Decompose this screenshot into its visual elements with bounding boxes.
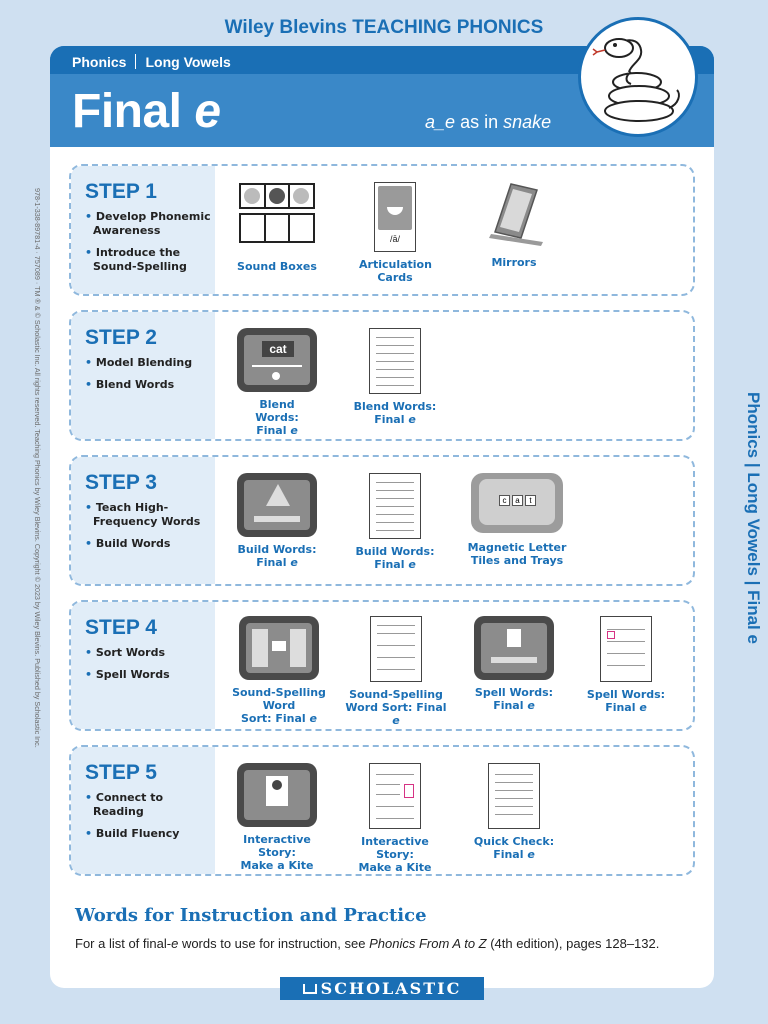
mirror-icon [481,182,547,248]
worksheet-icon [369,328,421,394]
item-label: Interactive Story: Make a Kite [358,835,432,874]
tablet-screen-text: cat [262,341,294,357]
item-label: Magnetic Letter Tiles and Trays [467,541,567,567]
tablet-icon [237,328,317,392]
breadcrumb-long-vowels: Long Vowels [145,54,231,70]
step-5-sidebar [71,747,215,874]
step-4-bullet-1: • Sort Words [85,646,215,660]
scholastic-logo [280,977,484,1000]
worksheet-icon [488,763,540,829]
step-2-sidebar [71,312,215,439]
item-articulation-cards[interactable] [345,182,445,284]
worksheet-icon [369,473,421,539]
breadcrumb-phonics: Phonics [72,54,127,70]
footer-title: Words for Instruction and Practice [75,905,427,926]
copyright-sidebar [32,188,44,838]
item-interactive-story-sheet[interactable] [345,763,445,874]
step-2-title: STEP 2 [85,326,157,349]
step-3-panel [69,455,695,586]
page-subtitle [425,112,551,133]
tablet-icon [239,616,319,680]
tile-letter: a [512,495,523,506]
right-nav-label [745,392,765,682]
brand-title: Wiley Blevins TEACHING PHONICS [224,17,544,38]
tablet-icon [237,763,317,827]
right-nav-text: Phonics | Long Vowels | Final e [744,392,763,644]
subtitle-pattern: a_e [425,112,456,132]
step-2-bullet-1: • Model Blending [85,356,215,370]
item-magnetic-tiles[interactable] [467,473,567,567]
step-4-bullet-2: • Spell Words [85,668,215,682]
item-label: Build Words: Final e [355,545,435,571]
item-label: Sound-Spelling Word Sort: Final e [232,686,326,725]
step-1-panel [69,164,695,296]
item-interactive-story-tablet[interactable] [227,763,327,872]
step-3-bullet-2: • Build Words [85,537,215,551]
page-title [72,84,221,139]
item-label: Articulation Cards [359,258,432,284]
item-label: Blend Words: Final e [255,398,299,437]
item-label: Mirrors [491,256,537,269]
item-label: Interactive Story: Make a Kite [240,833,314,872]
publisher-name: SCHOLASTIC [320,979,462,998]
item-spell-words-sheet[interactable] [576,616,676,714]
tablet-screen [244,770,310,820]
step-1-sidebar [71,166,215,294]
item-quick-check[interactable] [464,763,564,861]
step-5-bullet-1: • Connect to Reading [85,791,215,819]
copyright-text: 978-1-338-89781-4 · 757089 · TM ® & © Scholastic Inc. All rights reserved. Teaching Phonics by Wiley Blevins. Copyright © 2023 by Wiley Blevins. Published by Scholastic Inc. [33,188,42,748]
item-spell-words-tablet[interactable] [464,616,564,712]
item-label: Blend Words: Final e [353,400,437,426]
breadcrumb-separator [135,54,136,69]
subtitle-as-in: as in [460,112,499,132]
step-1-title: STEP 1 [85,180,157,203]
tablet-screen [244,335,310,385]
tile-letter: t [525,495,536,506]
snake-logo [578,17,698,137]
tablet-screen [481,623,547,673]
footer-text: For a list of final-e words to use for instruction, see Phonics From A to Z (4th edition), pages 128–132. [75,936,660,951]
step-4-title: STEP 4 [85,616,157,639]
item-label: Sound Boxes [237,260,317,273]
item-mirrors[interactable] [464,182,564,269]
step-3-bullet-1: • Teach High-Frequency Words [85,501,215,529]
step-4-panel [69,600,695,731]
subtitle-word: snake [503,112,552,132]
step-5-bullet-2: • Build Fluency [85,827,215,841]
tablet-screen [246,623,312,673]
step-2-bullet-2: • Blend Words [85,378,215,392]
tile-letter: c [499,495,510,506]
item-word-sort-sheet[interactable] [343,616,449,727]
step-3-title: STEP 3 [85,471,157,494]
step-2-panel [69,310,695,441]
item-blend-words-tablet[interactable] [227,328,327,437]
sound-boxes-icon [239,182,315,250]
tablet-screen [244,480,310,530]
step-4-sidebar [71,602,215,729]
worksheet-icon [600,616,652,682]
item-word-sort-tablet[interactable] [223,616,335,725]
item-sound-boxes[interactable] [227,182,327,273]
title-e: e [194,85,221,138]
step-1-bullet-1: • Develop Phonemic Awareness [85,210,215,238]
worksheet-icon [370,616,422,682]
item-label: Quick Check: Final e [473,835,555,861]
tablet-icon [237,473,317,537]
item-label: Sound-Spelling Word Sort: Final e [345,688,447,727]
item-build-words-tablet[interactable] [227,473,327,569]
worksheet-icon [369,763,421,829]
book-icon [303,984,317,994]
item-build-words-sheet[interactable] [345,473,445,571]
step-5-title: STEP 5 [85,761,157,784]
item-label: Spell Words: Final e [586,688,666,714]
step-5-panel [69,745,695,876]
snake-icon [581,20,695,134]
articulation-card-text: /ā/ [389,234,400,244]
tray-icon [471,473,563,533]
title-main: Final [72,85,182,138]
item-label: Build Words: Final e [237,543,317,569]
item-label: Spell Words: Final e [474,686,554,712]
step-1-bullet-2: • Introduce the Sound-Spelling [85,246,215,274]
step-3-sidebar [71,457,215,584]
articulation-card-icon [374,182,416,252]
tablet-icon [474,616,554,680]
item-blend-words-sheet[interactable] [345,328,445,426]
